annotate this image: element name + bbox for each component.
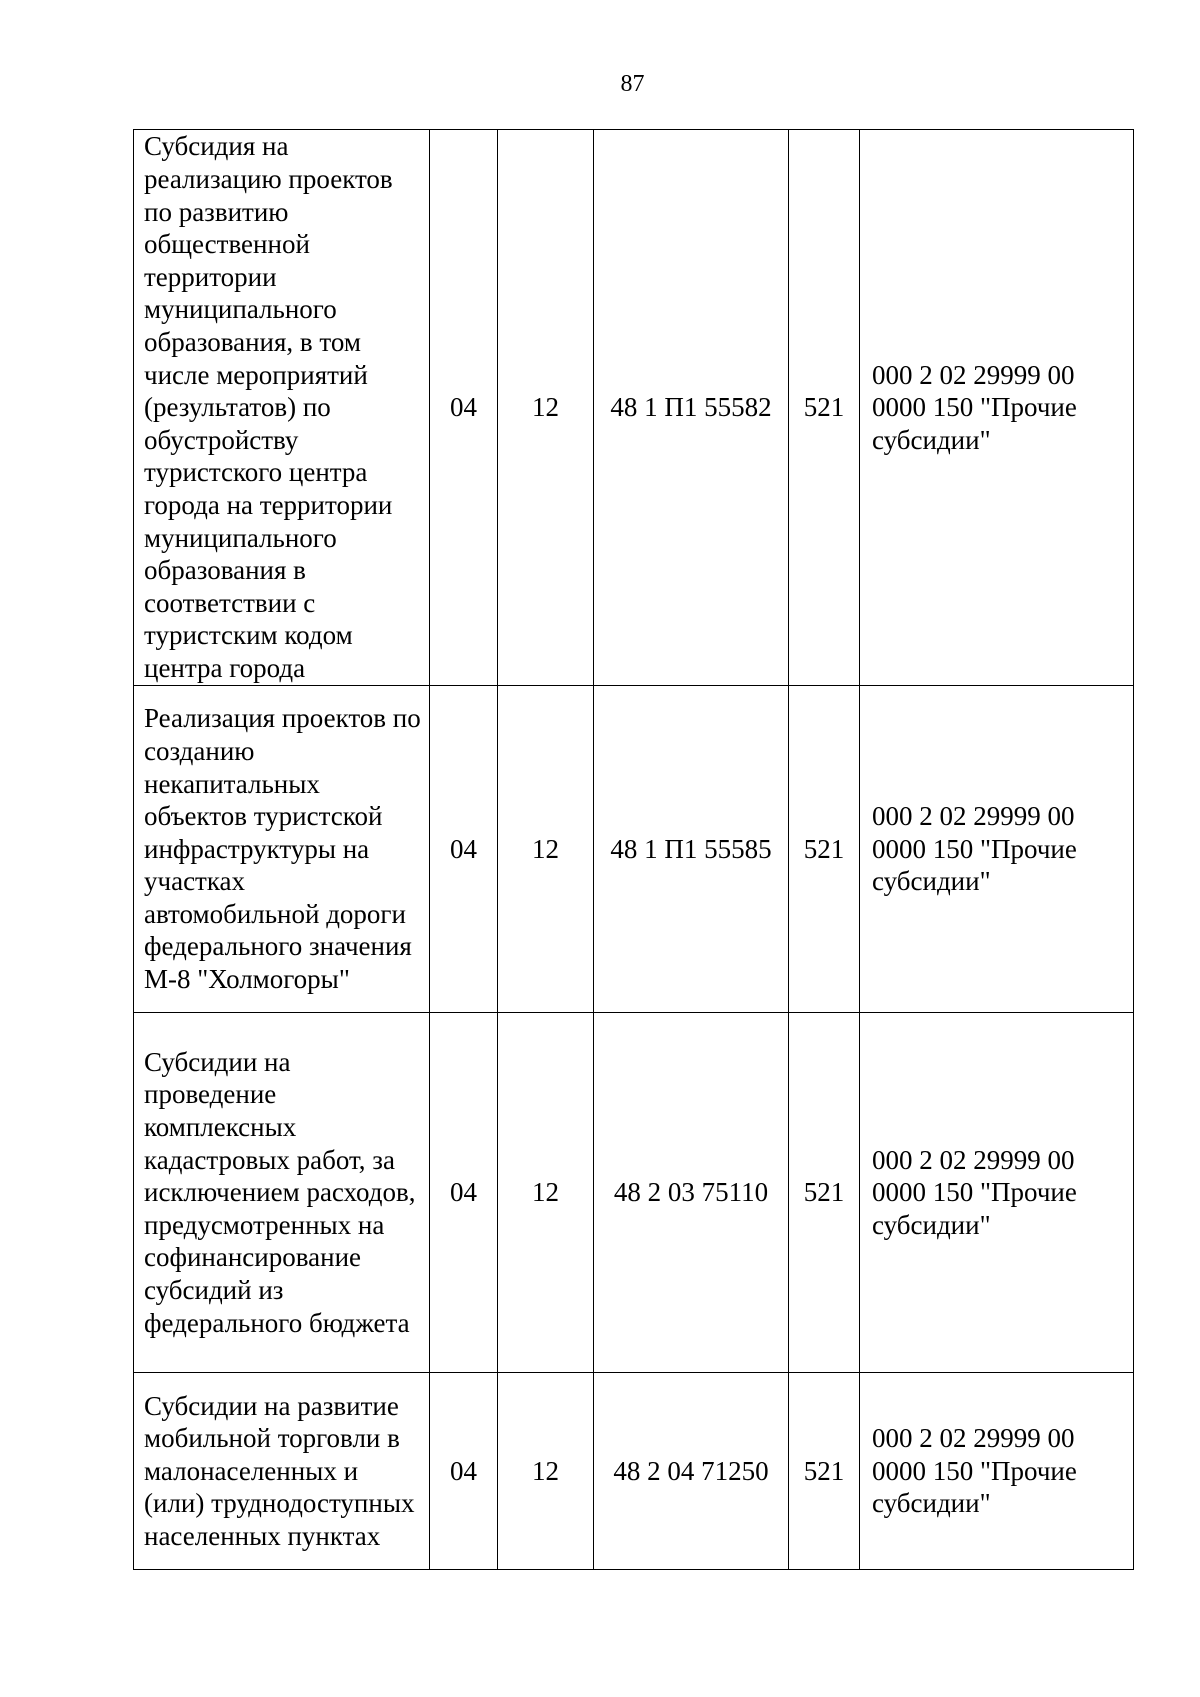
expense-type-cell: 521 [789, 686, 860, 1013]
section-code-cell: 04 [430, 686, 498, 1013]
page-number: 87 [620, 71, 645, 97]
target-article-cell: 48 2 03 75110 [594, 1013, 789, 1373]
table-row [134, 1373, 1134, 1570]
income-code-cell: 000 2 02 29999 00 0000 150 "Прочие субсидии" [860, 1373, 1134, 1570]
expense-type-cell: 521 [789, 1373, 860, 1570]
table-row [134, 130, 1134, 686]
income-code-cell: 000 2 02 29999 00 0000 150 "Прочие субсидии" [860, 686, 1134, 1013]
income-code-cell: 000 2 02 29999 00 0000 150 "Прочие субсидии" [860, 130, 1134, 686]
income-code-cell: 000 2 02 29999 00 0000 150 "Прочие субсидии" [860, 1013, 1134, 1373]
subsection-code-cell: 12 [498, 686, 594, 1013]
section-code-cell: 04 [430, 1373, 498, 1570]
expense-type-cell: 521 [789, 1013, 860, 1373]
section-code-cell: 04 [430, 1013, 498, 1373]
target-article-cell: 48 1 П1 55582 [594, 130, 789, 686]
target-article-cell: 48 1 П1 55585 [594, 686, 789, 1013]
subsection-code-cell: 12 [498, 1013, 594, 1373]
expense-name-cell: Субсидии на проведение комплексных кадастровых работ, за исключением расходов, предусмотренных на софинансирование субсидий из федерального бюджета [134, 1013, 430, 1373]
section-code-cell: 04 [430, 130, 498, 686]
target-article-cell: 48 2 04 71250 [594, 1373, 789, 1570]
expense-type-cell: 521 [789, 130, 860, 686]
expense-name-cell: Субсидия на реализацию проектов по развитию общественной территории муниципального образования, в том числе мероприятий (результатов) по обустройству туристского центра города на территории муниципального образования в соответствии с туристским кодом центра города [134, 130, 430, 686]
expense-name-cell: Реализация проектов по созданию некапитальных объектов туристской инфраструктуры на участках автомобильной дороги федерального значения М-8 "Холмогоры" [134, 686, 430, 1013]
budget-table [133, 129, 1134, 1570]
subsection-code-cell: 12 [498, 1373, 594, 1570]
expense-name-cell: Субсидии на развитие мобильной торговли в малонаселенных и (или) труднодоступных населенных пунктах [134, 1373, 430, 1570]
subsection-code-cell: 12 [498, 130, 594, 686]
table-row [134, 686, 1134, 1013]
table-row [134, 1013, 1134, 1373]
